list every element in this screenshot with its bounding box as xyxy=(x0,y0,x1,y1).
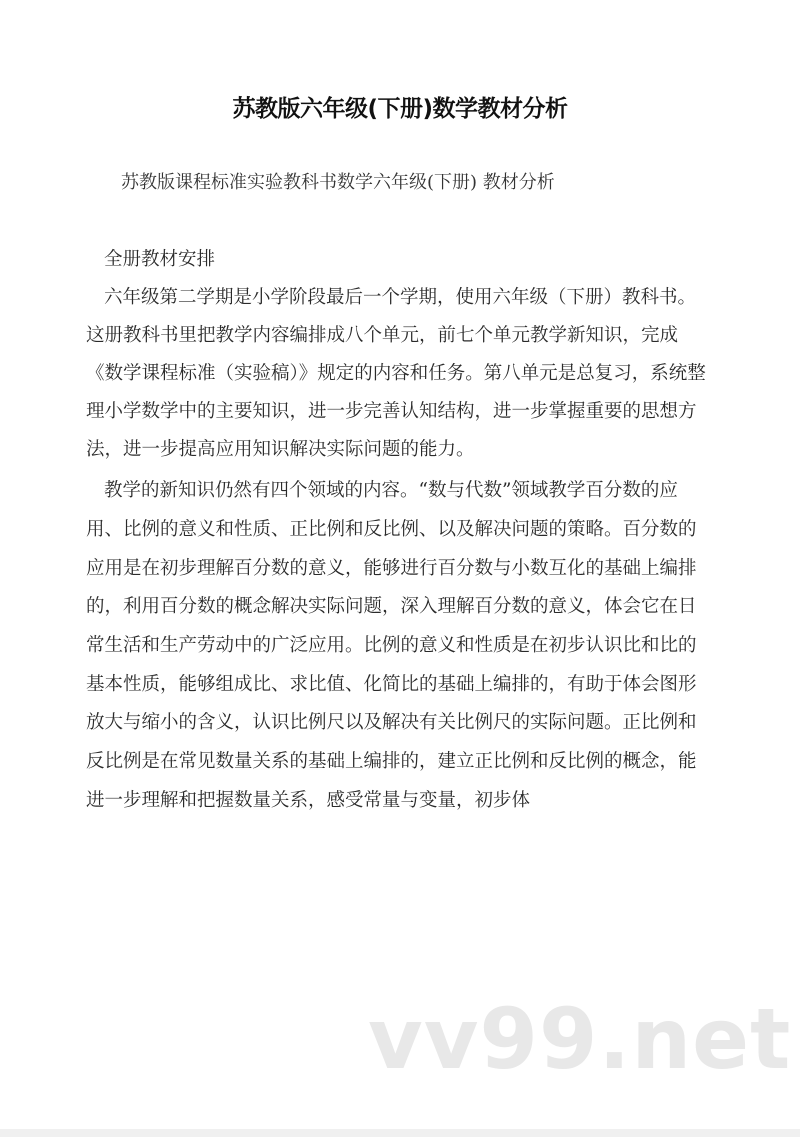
paragraph-line: 教学的新知识仍然有四个领域的内容。“数与代数”领域教学百分数的应 xyxy=(104,480,678,501)
paragraph-line: 这册教科书里把教学内容编排成八个单元，前七个单元教学新知识，完成 xyxy=(86,325,679,346)
paragraph-line: 放大与缩小的含义，认识比例尺以及解决有关比例尺的实际问题。正比例和 xyxy=(86,712,697,733)
paragraph-line: 用、比例的意义和性质、正比例和反比例、以及解决问题的策略。百分数的 xyxy=(86,519,697,540)
page-bottom-edge xyxy=(0,1129,800,1137)
paragraph-line: 基本性质，能够组成比、求比值、化简比的基础上编排的，有助于体会图形 xyxy=(86,674,697,695)
paragraph-line: 常生活和生产劳动中的广泛应用。比例的意义和性质是在初步认识比和比的 xyxy=(86,635,697,656)
document-subtitle: 苏教版课程标准实验教科书数学六年级(下册) 教材分析 xyxy=(121,172,555,193)
paragraph-line: 理小学数学中的主要知识，进一步完善认知结构，进一步掌握重要的思想方 xyxy=(86,401,697,422)
watermark: vv99.net xyxy=(368,990,792,1088)
document-title: 苏教版六年级(下册)数学教材分析 xyxy=(232,96,568,122)
section-heading: 全册教材安排 xyxy=(104,249,216,270)
paragraph-line: 法，进一步提高应用知识解决实际问题的能力。 xyxy=(86,439,475,460)
paragraph-line: 进一步理解和把握数量关系，感受常量与变量，初步体 xyxy=(86,790,531,811)
paragraph-line: 的，利用百分数的概念解决实际问题，深入理解百分数的意义，体会它在日 xyxy=(86,596,697,617)
paragraph-line: 《数学课程标准（实验稿）》规定的内容和任务。第八单元是总复习，系统整 xyxy=(86,363,706,384)
paragraph-line: 六年级第二学期是小学阶段最后一个学期，使用六年级（下册）教科书。 xyxy=(104,287,697,308)
paragraph-line: 应用是在初步理解百分数的意义，能够进行百分数与小数互化的基础上编排 xyxy=(86,558,697,579)
paragraph-line: 反比例是在常见数量关系的基础上编排的，建立正比例和反比例的概念，能 xyxy=(86,751,697,772)
